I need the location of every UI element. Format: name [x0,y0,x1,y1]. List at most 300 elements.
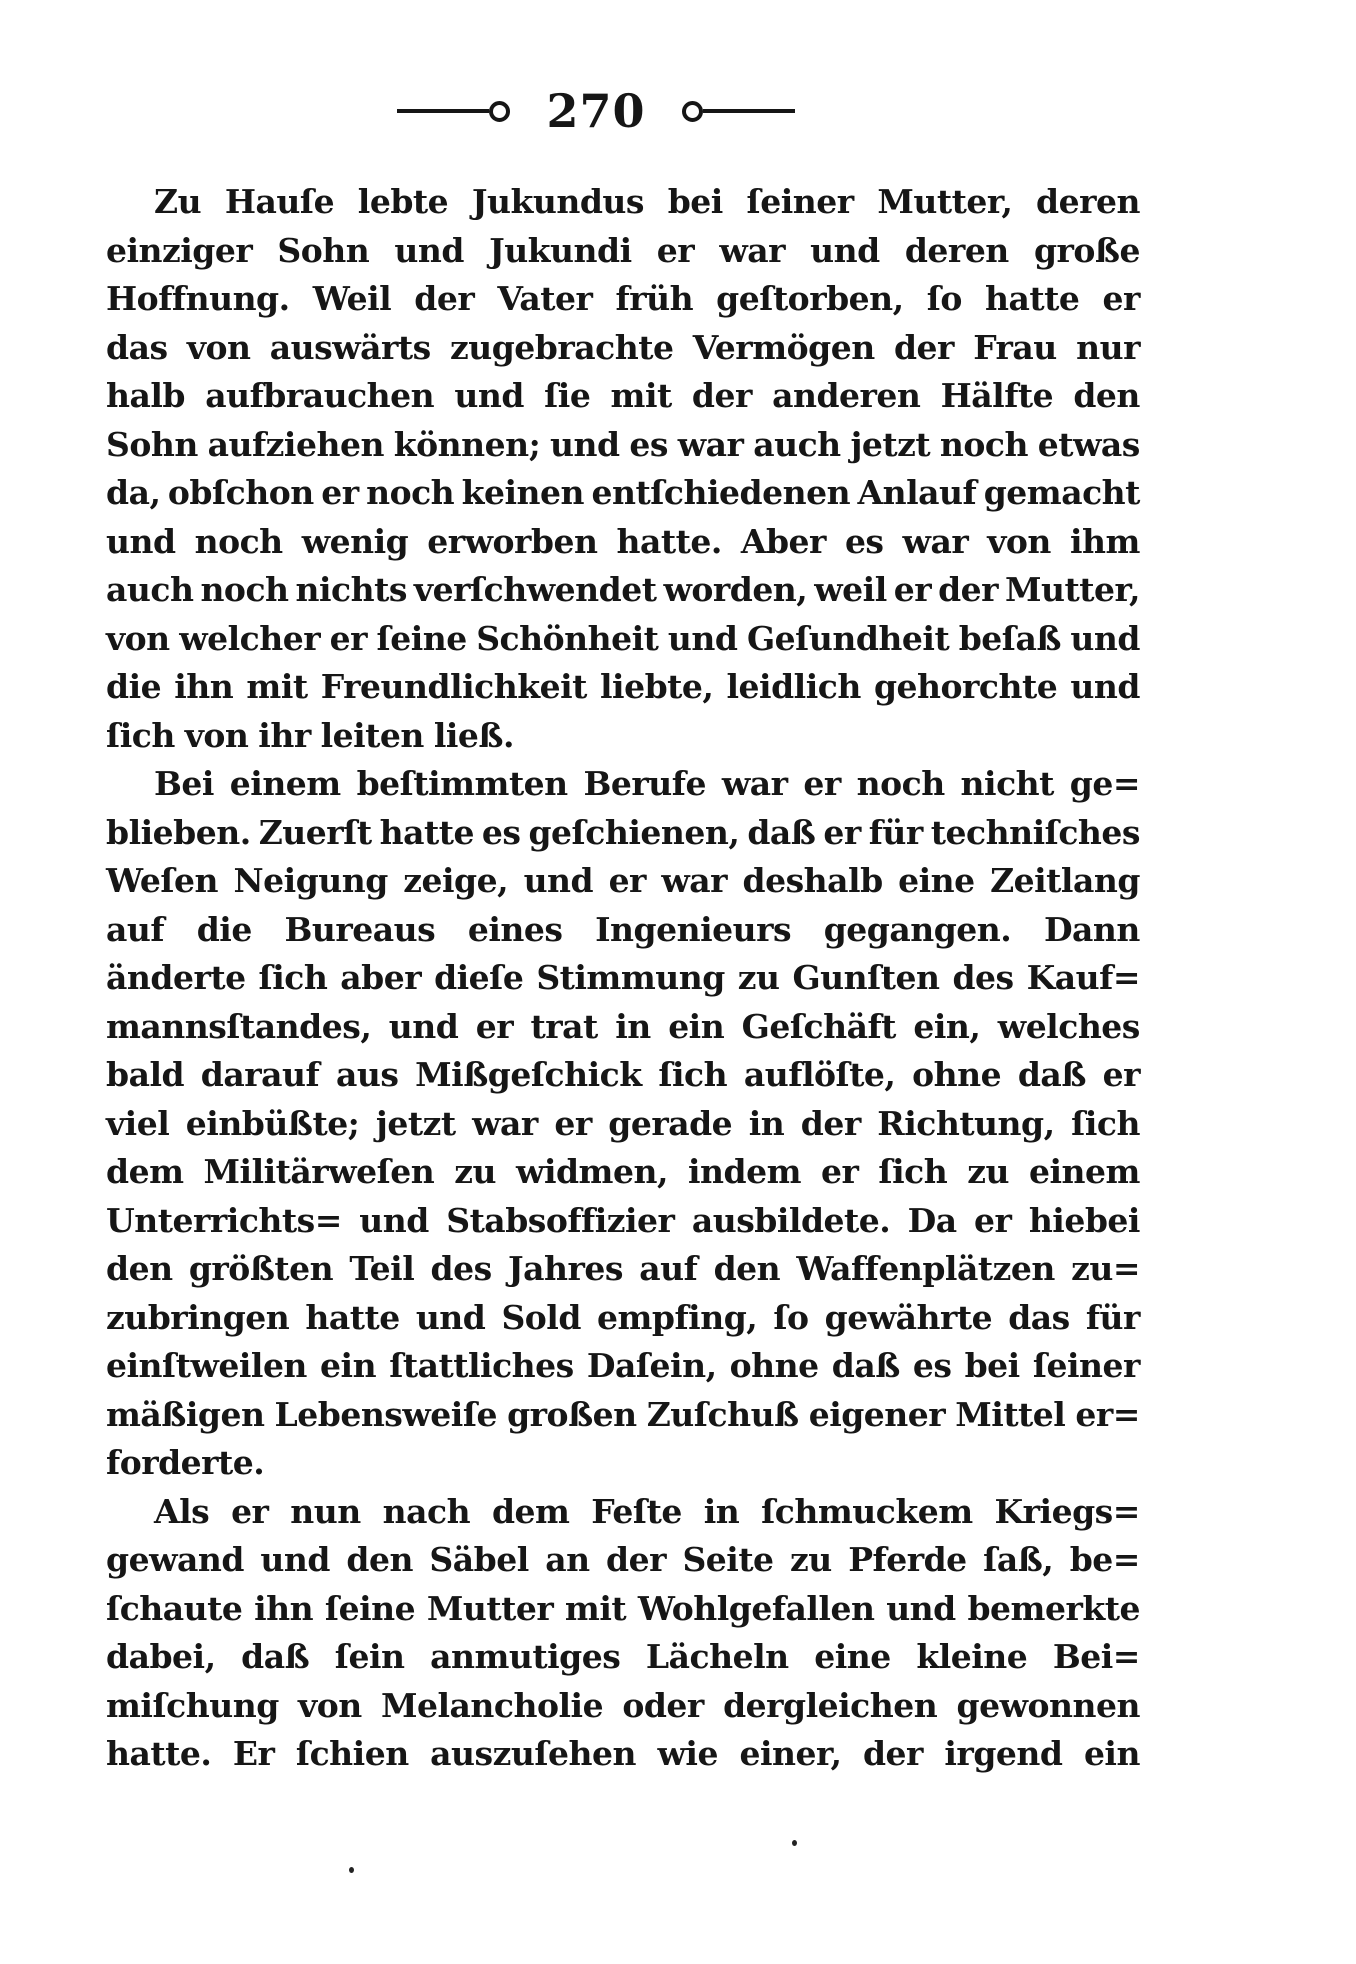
word: mit [564,1588,627,1628]
text-line [106,275,1140,324]
word: auswärts [269,327,431,367]
word: welches [997,1006,1140,1046]
word: einem [229,764,341,803]
word: wenig [301,521,409,561]
word: aus [335,1055,399,1094]
word: des [952,958,1014,997]
word: gewand [106,1540,244,1579]
word: war [719,230,786,270]
word: nur [1076,327,1140,367]
word: daß [241,1637,310,1676]
word: leiten [320,715,424,755]
word: miſchung [106,1685,279,1725]
header-ornament-left [397,101,510,122]
word: dieſe [434,958,524,997]
word: er [893,570,932,609]
word: Mittel [955,1394,1066,1434]
word: er [321,473,359,512]
text-line [106,1342,1140,1391]
text-line [106,1197,1140,1246]
word: Unterrichts= [106,1200,342,1240]
word: daß [831,1346,900,1385]
word: forderte. [106,1443,265,1482]
word: für [1085,1297,1140,1337]
word: ausbildete. [691,1200,891,1240]
text-line [106,1633,1140,1682]
word: Dann [1043,909,1140,949]
text-line [106,954,1140,1003]
word: Gunſten [792,958,940,997]
word: die [196,909,252,949]
word: beſaß [958,618,1061,658]
word: zugebrachte [449,327,674,367]
word: deren [904,230,1009,270]
word: er [329,618,367,658]
word: zeige, [403,861,509,900]
word: Stimmung [536,958,725,997]
word: ein [1083,1734,1140,1773]
text-line [106,421,1140,470]
word: ohne [729,1346,819,1385]
word: Melancholie [380,1685,604,1725]
word: der [938,570,999,609]
word: Richtung, [877,1103,1055,1143]
word: Als [154,1491,210,1531]
word: einſtweilen [106,1346,307,1385]
word: jetzt [375,1103,456,1143]
word: er [554,1103,592,1143]
text-line [106,1536,1140,1585]
word: ihn [174,667,234,706]
word: Kauf= [1026,958,1140,997]
word: nichts [295,570,407,609]
word: ihm [1069,521,1140,561]
word: er [1102,279,1140,318]
word: der [862,1734,923,1773]
word: zu= [1071,1249,1140,1288]
running-head [0,82,1274,140]
word: ein [320,1346,377,1385]
word: war [472,1103,538,1143]
text-line [106,1682,1140,1731]
word: ſich [658,1055,728,1094]
word: und [667,618,738,658]
word: einer, [739,1734,842,1773]
word: den [106,1249,173,1288]
word: und [1070,667,1140,706]
word: geſtorben, [716,279,904,318]
word: ſaß, [983,1540,1054,1579]
word: Zeitlang [990,861,1140,900]
word: gehorchte [873,667,1058,706]
text-line [106,1294,1140,1343]
word: für [868,812,923,852]
word: Er [232,1734,275,1773]
header-ornament-right [682,101,795,122]
word: und [359,1200,429,1240]
word: eine [898,861,975,900]
word: bei [964,1346,1020,1385]
word: ihn [254,1588,314,1628]
word: anderen [772,376,921,415]
word: den [1073,376,1140,415]
word: Mutter, [1005,570,1140,609]
word: Jukundus [471,182,644,221]
word: und [886,1588,956,1628]
word: war [721,764,788,803]
word: ſchaute [106,1588,243,1628]
word: noch [366,473,455,512]
word: etwas [1037,424,1140,464]
word: und [260,1540,330,1579]
word: gewährte [824,1297,993,1337]
word: wie [657,1734,718,1773]
word: Zuſchuß [646,1394,799,1434]
word: Anlauf [857,473,977,512]
word: auf [106,909,165,949]
word: beſtimmten [356,764,568,803]
word: es [629,424,668,464]
word: Frau [973,327,1057,367]
word: Teil [349,1249,415,1288]
text-line [106,1003,1140,1052]
scan-speck [349,1867,354,1873]
word: leidlich [726,667,861,706]
word: gerade [608,1103,733,1143]
word: war [661,861,728,900]
word: er [803,764,841,803]
word: Sohn [277,230,370,270]
word: erworben [427,521,598,561]
word: noch [194,521,283,561]
word: Geſchäft [741,1006,896,1046]
text-line [106,227,1140,276]
word: ſeiner [746,182,854,221]
word: und [106,521,176,561]
text-line [106,1051,1140,1100]
word: trat [530,1006,598,1046]
right-rule [703,109,795,113]
word: ſeiner [1032,1346,1140,1385]
word: Seite [682,1540,774,1579]
word: Bei= [1052,1637,1140,1676]
word: deren [1036,182,1140,221]
word: ſtattliches [389,1346,574,1385]
word: der [800,1103,861,1143]
word: es [481,812,521,852]
word: daß [747,812,816,852]
word: indem [687,1152,801,1191]
word: gegangen. [823,909,1012,949]
text-line [106,518,1140,567]
word: große [1033,230,1140,270]
left-rule [397,109,489,113]
word: auf [639,1249,698,1288]
word: ein, [913,1006,981,1046]
word: mit [246,667,308,706]
word: Hauſe [224,182,335,221]
word: weil [814,570,887,609]
word: Vermögen [692,327,875,367]
word: ein [668,1006,725,1046]
word: hatte. [616,521,722,561]
word: Daſein, [586,1346,717,1385]
word: deshalb [742,861,883,900]
word: noch [939,424,1028,464]
word: ſein [334,1637,405,1676]
word: er [608,861,646,900]
word: Da [907,1200,957,1240]
page-number: 270 [546,84,646,138]
word: gemacht [983,473,1140,512]
word: änderte [106,958,246,997]
word: und [1070,618,1140,658]
word: der [606,1540,666,1579]
word: und [388,1006,459,1046]
word: Sold [501,1297,581,1337]
word: ge= [1069,764,1140,803]
word: eigener [808,1394,946,1434]
word: nicht [960,764,1054,803]
word: ihr [258,715,311,755]
word: Lächeln [645,1637,789,1676]
word: ſich [106,715,175,755]
word: hatte [379,812,474,852]
word: viel [106,1103,170,1143]
word: empfing, [596,1297,758,1337]
word: Hälfte [940,376,1054,415]
word: und [523,861,594,900]
word: einziger [106,230,253,270]
word: einem [1029,1152,1140,1191]
word: den [713,1249,781,1288]
text-line [106,1730,1140,1779]
word: noch [200,570,289,609]
word: jetzt [850,424,931,464]
word: und [394,230,464,270]
word: liebte, [600,667,714,706]
word: es [912,1346,952,1385]
word: Ingenieurs [595,909,792,949]
word: einbüßte; [185,1103,360,1143]
word: Berufe [583,764,706,803]
word: bemerkte [967,1588,1140,1628]
text-line [106,469,1140,518]
word: er [1102,1055,1140,1094]
word: auszuſehen [430,1734,637,1773]
word: auflöſte, [743,1055,896,1094]
word: Weil [312,279,392,318]
word: obſchon [167,473,314,512]
word: noch [856,764,945,803]
word: Hoffnung. [106,279,290,318]
word: er= [1075,1394,1140,1434]
word: zubringen [106,1297,290,1337]
word: mäßigen [106,1394,265,1434]
word: Feſte [591,1491,682,1531]
word: Wohlgefallen [637,1588,875,1628]
word: Mutter, [877,182,1013,221]
word: Kriegs= [994,1491,1140,1531]
word: halb [106,376,185,415]
word: ſchmuckem [761,1491,973,1531]
text-block [106,178,1140,1779]
word: hiebei [1028,1200,1140,1240]
word: Bei [154,764,214,803]
word: dem [491,1491,570,1531]
word: ſeine [324,1588,416,1628]
word: ſchien [295,1734,409,1773]
word: ſich [878,1152,948,1191]
word: Zuerſt [258,812,372,852]
word: aufziehen [207,424,384,464]
word: ſich [258,958,328,997]
word: Freundlichkeit [320,667,587,706]
word: aufbrauchen [205,376,435,415]
word: er [656,230,695,270]
text-line [106,1585,1140,1634]
word: bei [667,182,723,221]
word: auch [106,570,194,609]
word: Säbel [429,1540,529,1579]
word: Vater [497,279,593,318]
text-line [106,809,1140,858]
word: war [902,521,969,561]
word: mannsſtandes, [106,1006,372,1046]
word: ſie [544,376,591,415]
word: kleine [916,1637,1028,1676]
word: ließ. [433,715,514,755]
text-line [106,1391,1140,1440]
word: er [475,1006,514,1046]
word: dabei, [106,1637,216,1676]
scan-speck [792,1840,797,1846]
word: Schönheit [476,618,659,658]
word: Neigung [233,861,388,900]
left-ring-icon [489,101,510,122]
word: das [1008,1297,1070,1337]
word: zu [454,1152,497,1191]
word: es [844,521,884,561]
word: in [748,1103,785,1143]
word: be= [1069,1540,1140,1579]
right-ring-icon [682,101,703,122]
word: da, [106,473,161,512]
word: die [106,667,162,706]
word: Jukundi [489,230,632,270]
word: Stabsoffizier [446,1200,675,1240]
word: gewonnen [956,1685,1140,1725]
word: von [987,521,1051,561]
word: Mutter [426,1588,554,1628]
text-line [106,857,1140,906]
word: entſchiedenen [591,473,851,512]
word: Sohn [106,424,198,464]
word: techniſches [930,812,1140,852]
word: zu [967,1152,1009,1191]
word: darauf [200,1055,320,1094]
text-line [106,324,1140,373]
word: von [186,327,251,367]
text-line [106,1148,1140,1197]
word: größten [188,1249,334,1288]
word: er [974,1200,1012,1240]
word: auch [753,424,841,464]
word: eines [467,909,563,949]
word: Pferde [848,1540,967,1579]
word: aber [340,958,422,997]
word: zu [790,1540,832,1579]
word: nun [290,1491,361,1531]
word: Geſundheit [746,618,950,658]
word: von [184,715,249,755]
word: in [615,1006,651,1046]
word: dergleichen [723,1685,938,1725]
word: verſchwendet [413,570,657,609]
text-line [106,760,1140,809]
word: und [454,376,524,415]
word: von [106,618,170,658]
word: der [893,327,954,367]
word: das [106,327,168,367]
word: daß [1017,1055,1086,1094]
text-line [106,1439,1140,1488]
word: Lebensweiſe [274,1394,498,1434]
word: oder [622,1685,704,1725]
word: und [810,230,880,270]
word: war [677,424,744,464]
text-line [106,712,1140,761]
word: eine [814,1637,891,1676]
word: worden, [663,570,808,609]
text-line [106,178,1140,227]
word: anmutiges [430,1637,621,1676]
word: Jahres [507,1249,623,1288]
word: großen [507,1394,637,1434]
word: lebte [357,182,449,221]
text-line [106,906,1140,955]
word: hatte [305,1297,400,1337]
word: Aber [740,521,826,561]
word: zu [737,958,780,997]
word: an [545,1540,590,1579]
word: ſeine [376,618,467,658]
word: er [821,1152,859,1191]
word: des [430,1249,492,1288]
word: geſchienen, [528,812,740,852]
word: von [298,1685,362,1725]
word: ſo [926,279,962,318]
text-line [106,1245,1140,1294]
word: welcher [179,618,321,658]
word: ohne [912,1055,1002,1094]
word: Weſen [106,861,219,900]
word: können; [393,424,541,464]
word: er [231,1491,269,1531]
text-line [106,1488,1140,1537]
text-line [106,1100,1140,1149]
word: Mißgeſchick [415,1055,642,1094]
word: Waffenplätzen [796,1249,1055,1288]
word: und [415,1297,486,1337]
word: nach [382,1491,471,1531]
word: hatte. [106,1734,212,1773]
word: früh [615,279,694,318]
text-line [106,372,1140,421]
word: widmen, [516,1152,668,1191]
word: er [823,812,861,852]
word: und [550,424,620,464]
